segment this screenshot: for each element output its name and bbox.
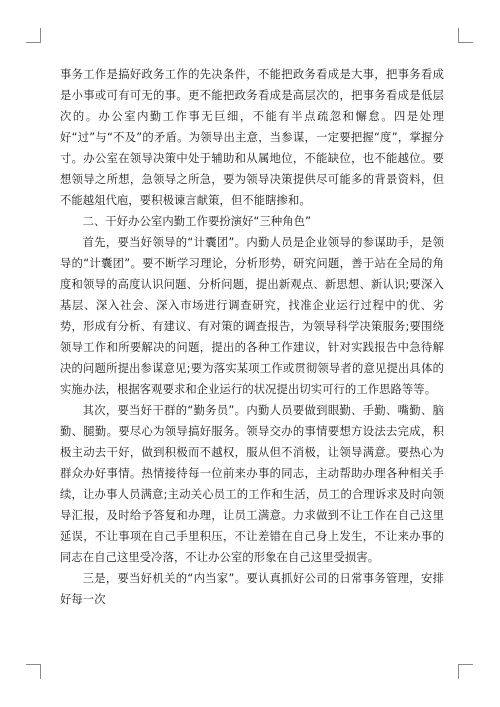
paragraph-second-role: 其次，要当好干群的“勤务员”。内勤人员要做到眼勤、手勤、嘴勤、脑勤、腿勤。要尽心为领导搞好服务。领导交办的事情要想方设法去完成，积极主动去干好，做到积极而不越权，服从但不消极，让领导满意。要热心为群众办好事情。热情接待每一位前来办事的同志，主动帮助办理各种相关手续，让办事人员满意;主动关心员工的工作和生活，员工的合理诉求及时向领导汇报，及时给予答复和办理，让员工满意。力求做到不让工作在自己这里延误，不让事项在自己手里积压，不让差错在自己身上发生，不让来办事的同志在自己这里受冷落，不让办公室的形象在自己这里受损害。: [60, 404, 444, 564]
crop-mark-top-left: [26, 28, 41, 43]
paragraph-third-role: 三是，要当好机关的“内当家”。要认真抓好公司的日常事务管理，安排好每一次: [60, 572, 444, 606]
document-body: [60, 64, 444, 610]
crop-mark-top-right: [458, 28, 473, 43]
crop-mark-bottom-left: [26, 664, 41, 679]
crop-mark-bottom-right: [458, 664, 473, 679]
paragraph-continuation: 事务工作是搞好政务工作的先决条件，不能把政务看成是大事，把事务看成是小事或可有可无的事。更不能把政务看成是高层次的，把事务看成是低层次的。办公室内勤工作事无巨细，不能有半点疏忽和懈怠。四是处理好“过”与“不及”的矛盾。为领导出主意，当参谋，一定要把握“度”，掌握分寸。办公室在领导决策中处于辅助和从属地位，不能缺位，也不能越位。要想领导之所想，急领导之所急，要为领导决策提供尽可能多的背景资料，但不能越俎代庖，要积极谏言献策，但不能瞎掺和。: [60, 68, 444, 207]
paragraph-first-role: 首先，要当好领导的“计囊团”。内勤人员是企业领导的参谋助手，是领导的“计囊团”。要不断学习理论，分析形势，研究问题，善于站在全局的角度和领导的高度认识问题、分析问题，提出新观点、新思想、新认识;要深入基层、深入社会、深入市场进行调查研究，找准企业运行过程中的优、劣势，形成有分析、有建议、有对策的调查报告，为领导科学决策服务;要围绕领导工作和所要解决的问题，提出的各种工作建议，针对实践报告中急待解决的问题所提出参谋意见;要为落实某项工作或贯彻领导者的意见提出具体的实施办法，根据客观要求和企业运行的状况提出切实可行的工作思路等等。: [60, 236, 444, 396]
section-heading: 二、干好办公室内勤工作要扮演好“三种角色”: [82, 215, 312, 228]
